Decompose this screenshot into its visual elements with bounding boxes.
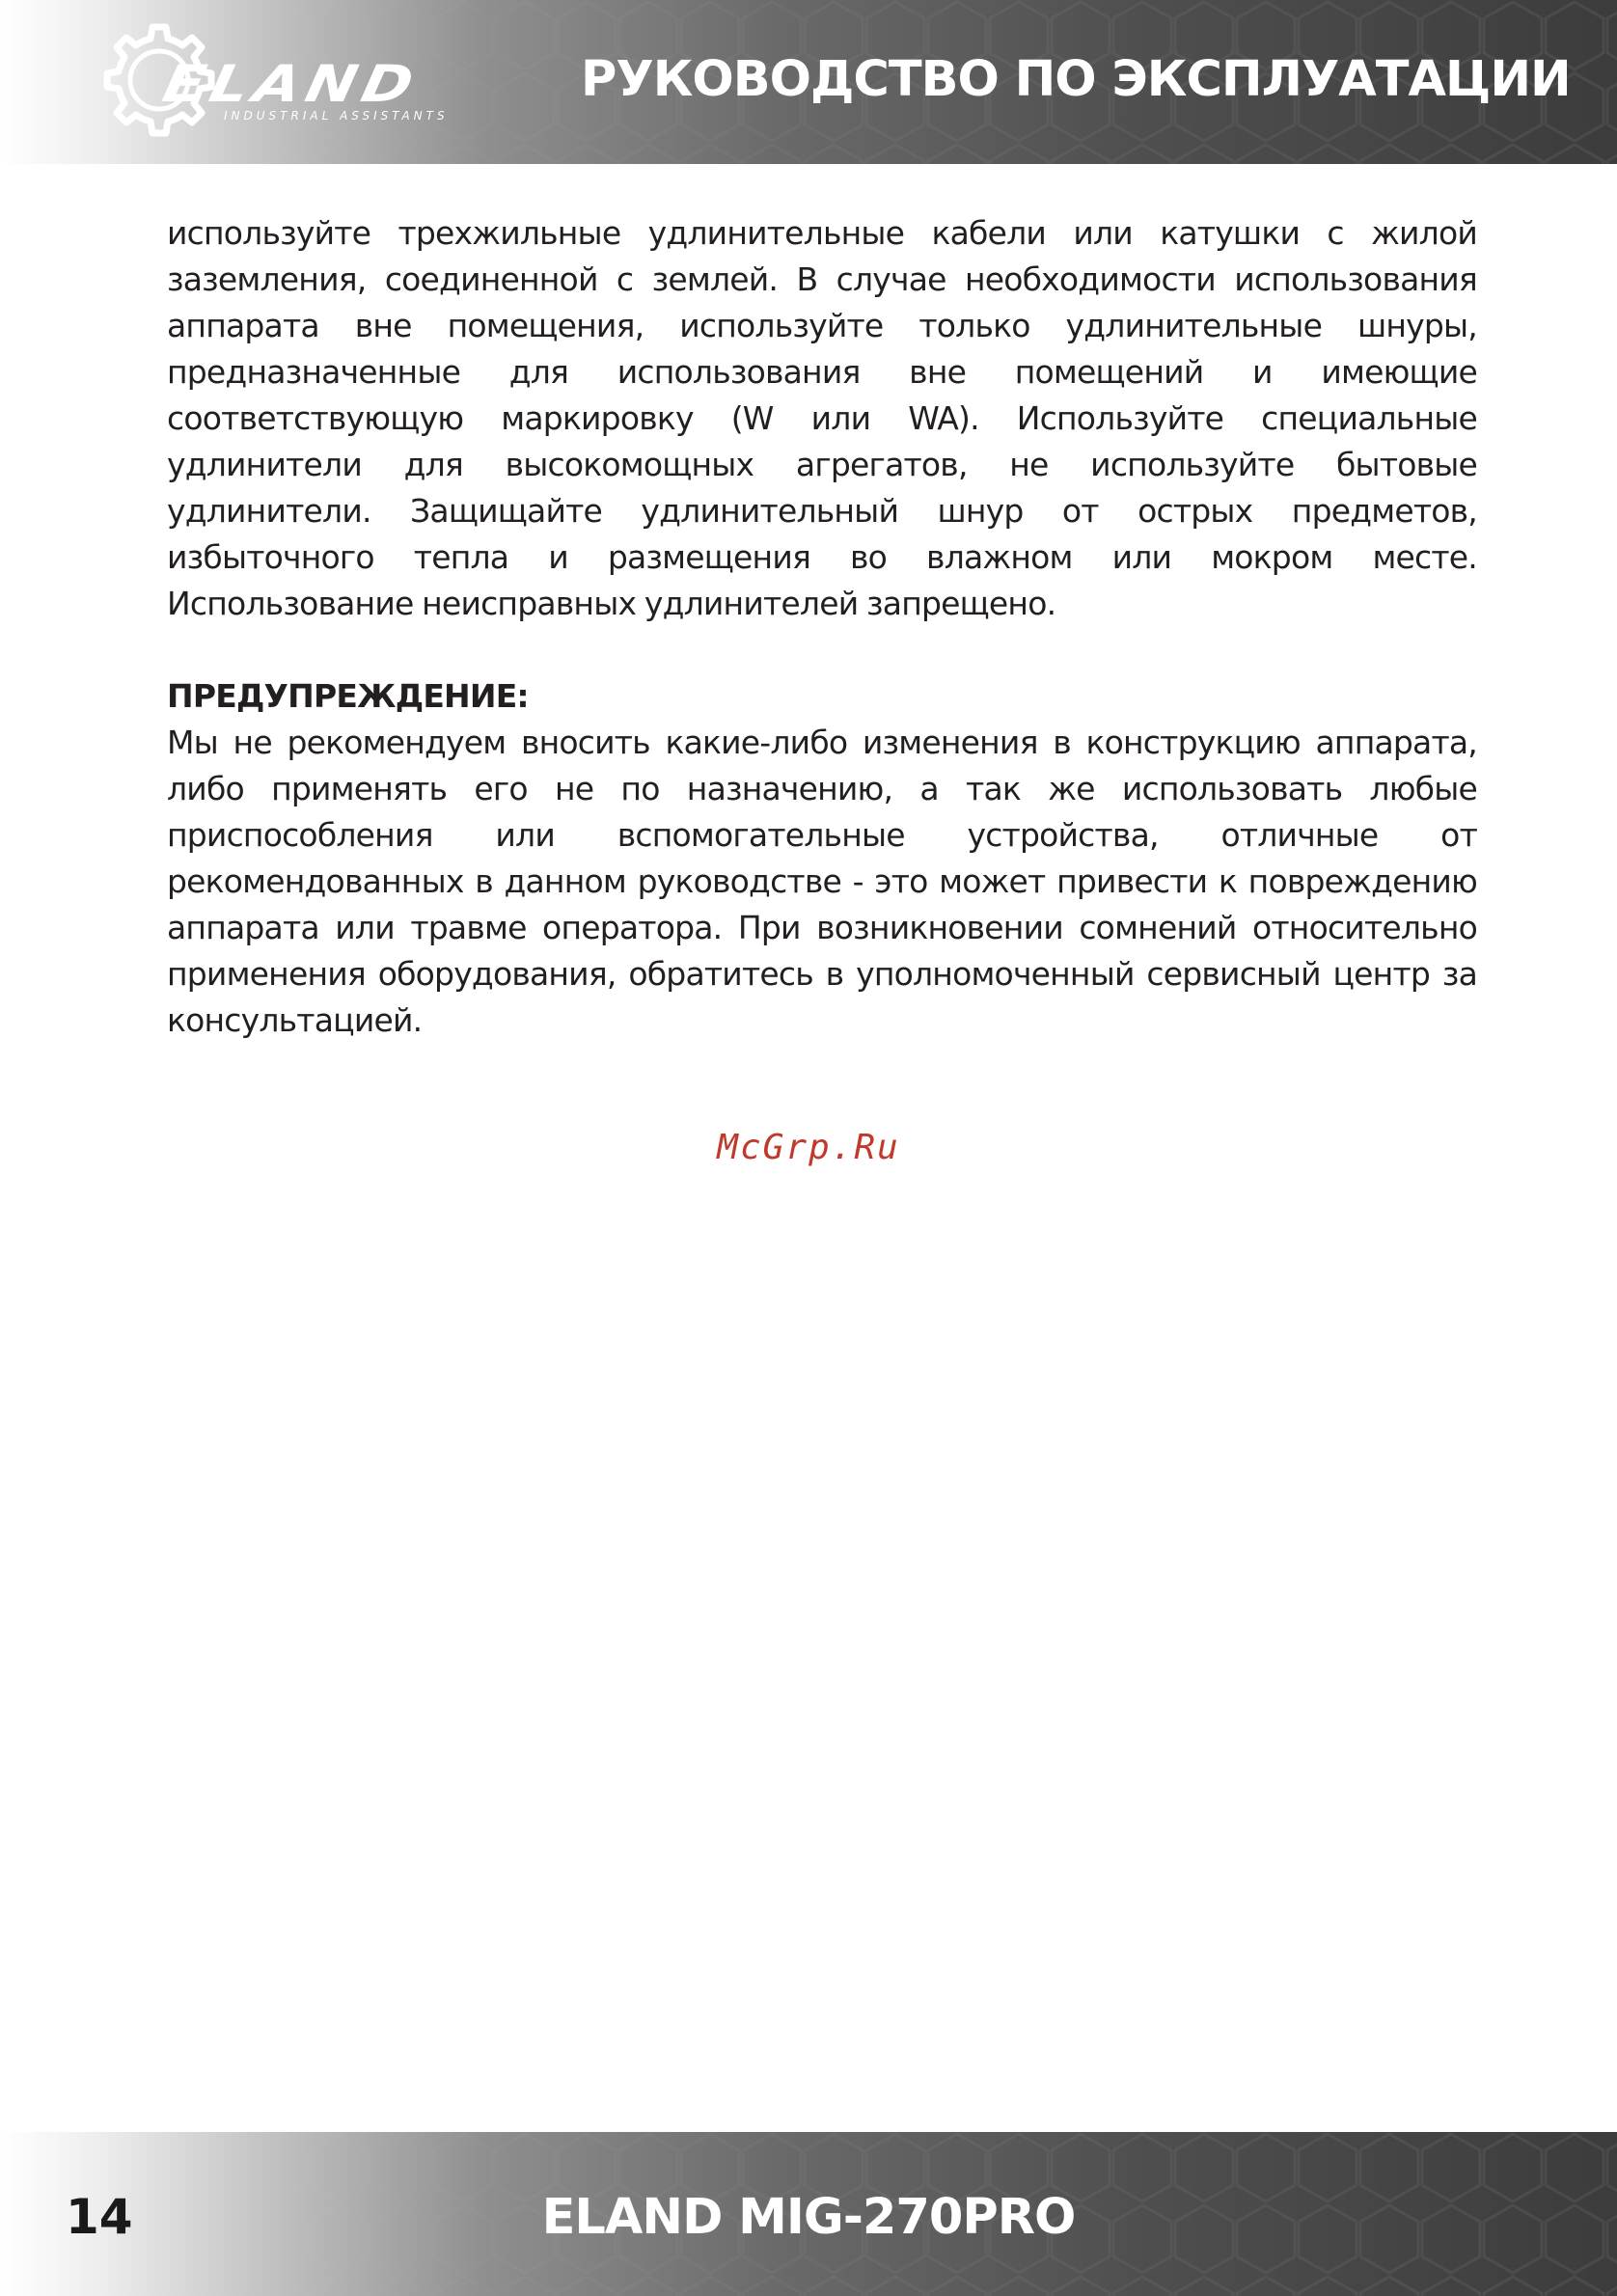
page-footer <box>0 2132 1617 2296</box>
page-header <box>0 0 1617 164</box>
logo-wordmark: ELAND <box>157 53 425 114</box>
paragraph-warning: Мы не рекомендуем вносить какие-либо изменения в конструкцию аппарата, либо применять его не по назначению, а так же использовать любые приспособления или вспомогательные устройства, отличные от рекомендованных в данном руководстве - это может привести к повреждению аппарата или травме оператора. При возникновении сомнений относительно применения оборудования, обратитесь в уполномоченный сервисный центр за консультацией. <box>167 724 1477 1039</box>
watermark-link[interactable]: McGrp.Ru <box>717 1128 900 1167</box>
paragraph-extension-cords: используйте трехжильные удлинительные кабели или катушки с жилой заземления, соединенной с землей. В случае необходимости использования аппарата вне помещения, используйте только удлинительные шнуры, предназначенные для использования вне помещений и имеющие соответствующую маркировку (W или WA). Используйте специальные удлинители для высокомощных агрегатов, не используйте бытовые удлинители. Защищайте удлинительный шнур от острых предметов, избыточного тепла и размещения во влажном или мокром месте. Использование неисправных удлинителей запрещено. <box>167 214 1477 622</box>
page-title: РУКОВОДСТВО ПО ЭКСПЛУАТАЦИИ <box>581 51 1571 108</box>
warning-heading: ПРЕДУПРЕЖДЕНИЕ: <box>167 677 529 715</box>
footer-model-name: ELAND MIG-270PRO <box>541 2189 1076 2246</box>
logo-tagline: INDUSTRIAL ASSISTANTS <box>224 109 449 123</box>
eland-logo <box>96 19 511 145</box>
page-number: 14 <box>66 2189 133 2245</box>
document-body <box>167 210 1477 1044</box>
